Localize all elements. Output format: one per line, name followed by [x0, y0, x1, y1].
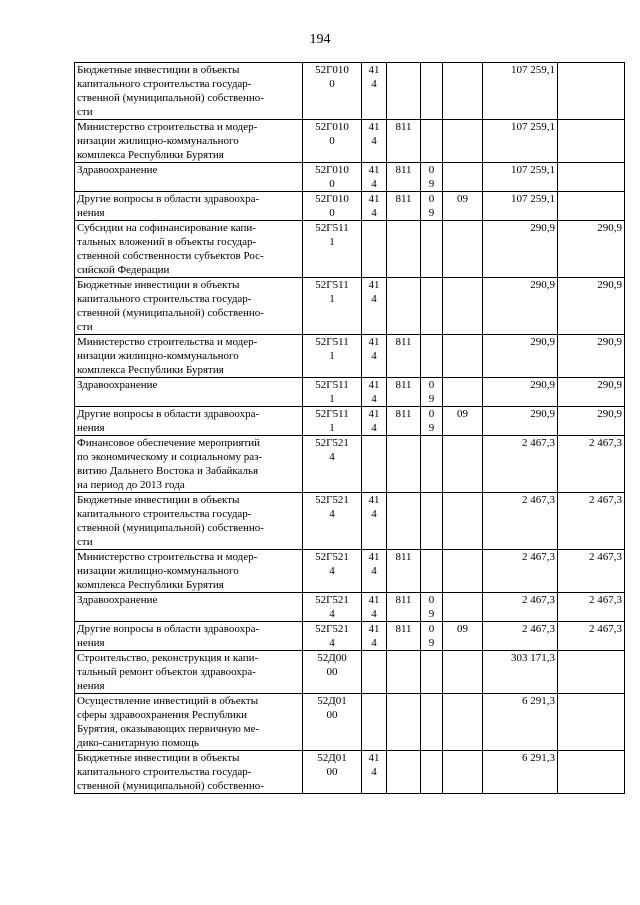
expense-type-cell-line: 4 [371, 350, 377, 362]
row-name-cell-line: дико-санитарную помощь [77, 737, 199, 749]
amount-cell: 290,9 [483, 378, 558, 407]
table-row [75, 63, 625, 120]
row-name-cell-line: Субсидии на софинансирование капи- [77, 222, 256, 234]
table-row [75, 335, 625, 378]
expense-type-cell-line: 4 [371, 178, 377, 190]
budget-table [74, 62, 625, 794]
amount-cell: 290,9 [483, 335, 558, 378]
administrator-code-cell: 811 [387, 192, 421, 221]
federal-amount-cell [558, 751, 625, 794]
target-code-cell-line: 52Г511 [315, 222, 349, 234]
row-name-cell-line: Бурятия, оказывающих первичную ме- [77, 723, 260, 735]
target-code-cell-line: 52Д01 [317, 752, 347, 764]
amount-cell: 6 291,3 [483, 751, 558, 794]
section-code-cell-line: 0 [428, 594, 435, 606]
administrator-code-cell: 811 [387, 120, 421, 163]
row-name-cell [75, 550, 303, 593]
federal-amount-cell: 290,9 [558, 221, 625, 278]
amount-cell: 107 259,1 [483, 192, 558, 221]
subsection-code-cell [443, 63, 483, 120]
section-code-cell-line: 9 [428, 422, 435, 434]
table-row [75, 378, 625, 407]
row-name-cell-line: капитального строительства государ- [77, 293, 252, 305]
expense-type-cell [362, 407, 387, 436]
section-code-cell-line: 9 [428, 637, 435, 649]
amount-cell: 303 171,3 [483, 651, 558, 694]
expense-type-cell-line: 4 [371, 637, 377, 649]
target-code-cell-line: 52Г521 [315, 494, 349, 506]
subsection-code-cell: 09 [443, 192, 483, 221]
table-row [75, 192, 625, 221]
target-code-cell [303, 593, 362, 622]
expense-type-cell-line: 41 [368, 279, 380, 291]
section-code-cell [421, 163, 443, 192]
federal-amount-cell: 290,9 [558, 335, 625, 378]
target-code-cell-line: 52Г511 [315, 279, 349, 291]
expense-type-cell [362, 378, 387, 407]
section-code-cell [421, 751, 443, 794]
expense-type-cell-line: 41 [368, 494, 380, 506]
expense-type-cell-line: 4 [371, 508, 377, 520]
row-name-cell-line: низации жилищно-коммунального [77, 350, 239, 362]
row-name-cell-line: нения [77, 637, 105, 649]
expense-type-cell-line: 41 [368, 121, 380, 133]
section-code-cell-line: 0 [428, 193, 435, 205]
row-name-cell-line: Финансовое обеспечение мероприятий [77, 437, 261, 449]
section-code-cell [421, 622, 443, 651]
section-code-cell [421, 651, 443, 694]
target-code-cell [303, 436, 362, 493]
amount-cell: 2 467,3 [483, 593, 558, 622]
target-code-cell-line: 52Г010 [315, 193, 349, 205]
section-code-cell-line: 0 [428, 164, 435, 176]
row-name-cell [75, 751, 303, 794]
section-code-cell [421, 378, 443, 407]
row-name-cell-line: капитального строительства государ- [77, 766, 252, 778]
target-code-cell-line: 0 [329, 135, 335, 147]
administrator-code-cell: 811 [387, 550, 421, 593]
row-name-cell-line: Министерство строительства и модер- [77, 336, 258, 348]
target-code-cell-line: 1 [329, 236, 335, 248]
target-code-cell [303, 192, 362, 221]
row-name-cell-line: тальный ремонт объектов здравоохра- [77, 666, 256, 678]
row-name-cell-line: Министерство строительства и модер- [77, 121, 258, 133]
target-code-cell-line: 00 [326, 766, 338, 778]
row-name-cell-line: Осуществление инвестиций в объекты [77, 695, 259, 707]
subsection-code-cell [443, 550, 483, 593]
amount-cell: 2 467,3 [483, 622, 558, 651]
row-name-cell-line: ственной собственности субъектов Рос- [77, 250, 264, 262]
target-code-cell-line: 00 [326, 666, 338, 678]
row-name-cell [75, 63, 303, 120]
row-name-cell-line: Другие вопросы в области здравоохра- [77, 623, 260, 635]
target-code-cell-line: 00 [326, 709, 338, 721]
expense-type-cell-line: 41 [368, 64, 380, 76]
row-name-cell-line: капитального строительства государ- [77, 508, 252, 520]
row-name-cell-line: нения [77, 422, 105, 434]
row-name-cell-line: Здравоохранение [77, 594, 158, 606]
federal-amount-cell: 2 467,3 [558, 622, 625, 651]
expense-type-cell [362, 694, 387, 751]
row-name-cell [75, 493, 303, 550]
subsection-code-cell [443, 278, 483, 335]
target-code-cell-line: 0 [329, 178, 335, 190]
amount-cell: 290,9 [483, 278, 558, 335]
target-code-cell [303, 407, 362, 436]
row-name-cell-line: ственной (муниципальной) собственно- [77, 522, 264, 534]
row-name-cell-line: Министерство строительства и модер- [77, 551, 258, 563]
federal-amount-cell: 290,9 [558, 278, 625, 335]
row-name-cell [75, 622, 303, 651]
row-name-cell-line: сферы здравоохранения Республики [77, 709, 248, 721]
row-name-cell-line: на период до 2013 года [77, 479, 185, 491]
expense-type-cell [362, 163, 387, 192]
subsection-code-cell [443, 751, 483, 794]
target-code-cell [303, 493, 362, 550]
target-code-cell-line: 0 [329, 78, 335, 90]
expense-type-cell-line: 4 [371, 608, 377, 620]
expense-type-cell-line: 41 [368, 752, 380, 764]
row-name-cell-line: Другие вопросы в области здравоохра- [77, 193, 260, 205]
expense-type-cell [362, 593, 387, 622]
target-code-cell [303, 221, 362, 278]
target-code-cell-line: 52Г511 [315, 408, 349, 420]
row-name-cell [75, 694, 303, 751]
row-name-cell-line: комплекса Республики Бурятия [77, 364, 224, 376]
administrator-code-cell: 811 [387, 163, 421, 192]
expense-type-cell-line: 4 [371, 565, 377, 577]
table-row [75, 694, 625, 751]
expense-type-cell-line: 4 [371, 422, 377, 434]
row-name-cell [75, 278, 303, 335]
table-row [75, 120, 625, 163]
section-code-cell [421, 221, 443, 278]
administrator-code-cell [387, 751, 421, 794]
expense-type-cell [362, 192, 387, 221]
row-name-cell-line: ственной (муниципальной) собственно- [77, 307, 264, 319]
target-code-cell [303, 278, 362, 335]
section-code-cell [421, 493, 443, 550]
amount-cell: 2 467,3 [483, 436, 558, 493]
section-code-cell-line: 0 [428, 408, 435, 420]
target-code-cell-line: 4 [329, 508, 335, 520]
expense-type-cell [362, 63, 387, 120]
target-code-cell-line: 4 [329, 637, 335, 649]
section-code-cell [421, 550, 443, 593]
target-code-cell [303, 651, 362, 694]
expense-type-cell [362, 278, 387, 335]
target-code-cell-line: 1 [329, 422, 335, 434]
expense-type-cell-line: 41 [368, 551, 380, 563]
expense-type-cell [362, 493, 387, 550]
target-code-cell-line: 52Д00 [317, 652, 347, 664]
section-code-cell [421, 63, 443, 120]
federal-amount-cell [558, 192, 625, 221]
federal-amount-cell: 290,9 [558, 407, 625, 436]
target-code-cell [303, 63, 362, 120]
target-code-cell-line: 1 [329, 393, 335, 405]
row-name-cell-line: ственной (муниципальной) собственно- [77, 92, 264, 104]
target-code-cell-line: 4 [329, 451, 335, 463]
subsection-code-cell: 09 [443, 622, 483, 651]
target-code-cell [303, 163, 362, 192]
expense-type-cell-line: 4 [371, 207, 377, 219]
row-name-cell-line: сти [77, 536, 93, 548]
budget-table-body [75, 63, 625, 794]
target-code-cell-line: 52Г010 [315, 164, 349, 176]
page-number: 194 [309, 32, 331, 47]
subsection-code-cell [443, 493, 483, 550]
row-name-cell-line: тальных вложений в объекты государ- [77, 236, 257, 248]
administrator-code-cell [387, 694, 421, 751]
expense-type-cell-line: 4 [371, 78, 377, 90]
subsection-code-cell [443, 436, 483, 493]
target-code-cell-line: 1 [329, 350, 335, 362]
expense-type-cell-line: 4 [371, 766, 377, 778]
row-name-cell [75, 378, 303, 407]
row-name-cell-line: комплекса Республики Бурятия [77, 579, 224, 591]
federal-amount-cell: 2 467,3 [558, 493, 625, 550]
row-name-cell-line: по экономическому и социальному раз- [77, 451, 263, 463]
federal-amount-cell: 290,9 [558, 378, 625, 407]
amount-cell: 2 467,3 [483, 493, 558, 550]
administrator-code-cell: 811 [387, 378, 421, 407]
expense-type-cell [362, 751, 387, 794]
section-code-cell-line: 0 [428, 379, 435, 391]
table-row [75, 593, 625, 622]
administrator-code-cell [387, 493, 421, 550]
row-name-cell-line: сийской Федерации [77, 264, 170, 276]
expense-type-cell-line: 4 [371, 135, 377, 147]
expense-type-cell-line: 4 [371, 393, 377, 405]
expense-type-cell-line: 41 [368, 164, 380, 176]
expense-type-cell [362, 651, 387, 694]
table-row [75, 407, 625, 436]
section-code-cell-line: 9 [428, 178, 435, 190]
section-code-cell [421, 694, 443, 751]
expense-type-cell [362, 622, 387, 651]
amount-cell: 6 291,3 [483, 694, 558, 751]
target-code-cell-line: 52Г010 [315, 121, 349, 133]
section-code-cell [421, 278, 443, 335]
row-name-cell-line: Бюджетные инвестиции в объекты [77, 752, 240, 764]
section-code-cell-line: 9 [428, 393, 435, 405]
target-code-cell [303, 378, 362, 407]
amount-cell: 107 259,1 [483, 63, 558, 120]
federal-amount-cell [558, 163, 625, 192]
section-code-cell-line: 9 [428, 608, 435, 620]
expense-type-cell-line: 41 [368, 594, 380, 606]
table-row [75, 436, 625, 493]
row-name-cell-line: витию Дальнего Востока и Забайкалья [77, 465, 259, 477]
target-code-cell-line: 52Г511 [315, 379, 349, 391]
amount-cell: 107 259,1 [483, 120, 558, 163]
row-name-cell-line: ственной (муниципальной) собственно- [77, 780, 264, 792]
federal-amount-cell [558, 63, 625, 120]
expense-type-cell [362, 120, 387, 163]
subsection-code-cell [443, 651, 483, 694]
section-code-cell-line: 0 [428, 623, 435, 635]
target-code-cell [303, 751, 362, 794]
administrator-code-cell: 811 [387, 622, 421, 651]
amount-cell: 290,9 [483, 407, 558, 436]
administrator-code-cell: 811 [387, 593, 421, 622]
row-name-cell [75, 436, 303, 493]
expense-type-cell [362, 550, 387, 593]
subsection-code-cell [443, 694, 483, 751]
administrator-code-cell: 811 [387, 407, 421, 436]
subsection-code-cell [443, 163, 483, 192]
subsection-code-cell [443, 593, 483, 622]
section-code-cell [421, 436, 443, 493]
row-name-cell-line: Строительство, реконструкция и капи- [77, 652, 259, 664]
row-name-cell-line: Здравоохранение [77, 164, 158, 176]
administrator-code-cell [387, 63, 421, 120]
administrator-code-cell [387, 436, 421, 493]
expense-type-cell [362, 335, 387, 378]
subsection-code-cell [443, 378, 483, 407]
target-code-cell-line: 52Г521 [315, 551, 349, 563]
table-row [75, 221, 625, 278]
row-name-cell-line: низации жилищно-коммунального [77, 135, 239, 147]
row-name-cell-line: Бюджетные инвестиции в объекты [77, 64, 240, 76]
amount-cell: 2 467,3 [483, 550, 558, 593]
row-name-cell-line: Бюджетные инвестиции в объекты [77, 279, 240, 291]
expense-type-cell [362, 436, 387, 493]
row-name-cell-line: низации жилищно-коммунального [77, 565, 239, 577]
expense-type-cell-line: 41 [368, 379, 380, 391]
administrator-code-cell [387, 651, 421, 694]
table-row [75, 622, 625, 651]
expense-type-cell-line: 41 [368, 193, 380, 205]
subsection-code-cell [443, 120, 483, 163]
section-code-cell [421, 192, 443, 221]
federal-amount-cell: 2 467,3 [558, 436, 625, 493]
table-row [75, 278, 625, 335]
target-code-cell-line: 4 [329, 608, 335, 620]
federal-amount-cell: 2 467,3 [558, 593, 625, 622]
target-code-cell [303, 694, 362, 751]
federal-amount-cell [558, 120, 625, 163]
target-code-cell-line: 52Д01 [317, 695, 347, 707]
target-code-cell-line: 52Г521 [315, 437, 349, 449]
table-row [75, 751, 625, 794]
target-code-cell-line: 52Г010 [315, 64, 349, 76]
target-code-cell-line: 1 [329, 293, 335, 305]
target-code-cell-line: 4 [329, 565, 335, 577]
row-name-cell-line: капитального строительства государ- [77, 78, 252, 90]
administrator-code-cell [387, 278, 421, 335]
subsection-code-cell [443, 221, 483, 278]
row-name-cell [75, 593, 303, 622]
section-code-cell-line: 9 [428, 207, 435, 219]
expense-type-cell-line: 41 [368, 623, 380, 635]
row-name-cell [75, 407, 303, 436]
expense-type-cell-line: 41 [368, 336, 380, 348]
table-row [75, 651, 625, 694]
row-name-cell [75, 651, 303, 694]
row-name-cell-line: Бюджетные инвестиции в объекты [77, 494, 240, 506]
subsection-code-cell: 09 [443, 407, 483, 436]
row-name-cell-line: Здравоохранение [77, 379, 158, 391]
target-code-cell [303, 550, 362, 593]
row-name-cell-line: нения [77, 207, 105, 219]
expense-type-cell [362, 221, 387, 278]
row-name-cell [75, 120, 303, 163]
target-code-cell [303, 120, 362, 163]
section-code-cell [421, 120, 443, 163]
federal-amount-cell [558, 694, 625, 751]
row-name-cell [75, 221, 303, 278]
row-name-cell [75, 192, 303, 221]
table-row [75, 550, 625, 593]
target-code-cell [303, 335, 362, 378]
row-name-cell-line: нения [77, 680, 105, 692]
table-row [75, 163, 625, 192]
target-code-cell [303, 622, 362, 651]
federal-amount-cell [558, 651, 625, 694]
section-code-cell [421, 335, 443, 378]
target-code-cell-line: 52Г521 [315, 594, 349, 606]
row-name-cell-line: сти [77, 106, 93, 118]
administrator-code-cell [387, 221, 421, 278]
section-code-cell [421, 407, 443, 436]
target-code-cell-line: 52Г521 [315, 623, 349, 635]
target-code-cell-line: 52Г511 [315, 336, 349, 348]
amount-cell: 290,9 [483, 221, 558, 278]
administrator-code-cell: 811 [387, 335, 421, 378]
section-code-cell [421, 593, 443, 622]
row-name-cell [75, 163, 303, 192]
row-name-cell-line: Другие вопросы в области здравоохра- [77, 408, 260, 420]
row-name-cell-line: сти [77, 321, 93, 333]
row-name-cell-line: комплекса Республики Бурятия [77, 149, 224, 161]
expense-type-cell-line: 41 [368, 408, 380, 420]
expense-type-cell-line: 4 [371, 293, 377, 305]
row-name-cell [75, 335, 303, 378]
federal-amount-cell: 2 467,3 [558, 550, 625, 593]
subsection-code-cell [443, 335, 483, 378]
target-code-cell-line: 0 [329, 207, 335, 219]
table-row [75, 493, 625, 550]
amount-cell: 107 259,1 [483, 163, 558, 192]
